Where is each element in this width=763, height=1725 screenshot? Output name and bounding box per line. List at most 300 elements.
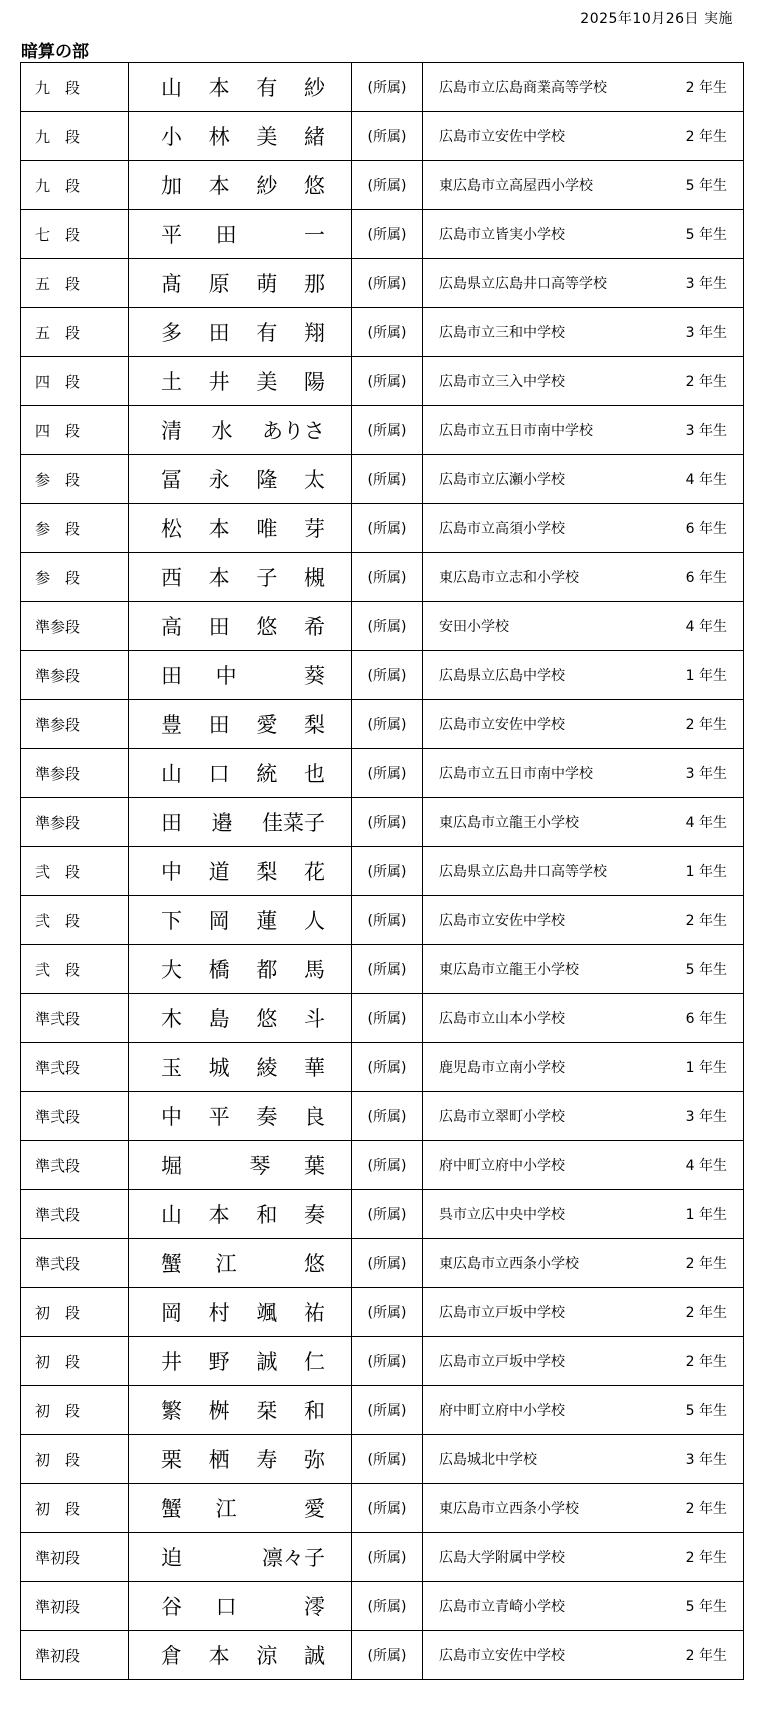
- name-char: 松: [161, 517, 182, 541]
- table-row: [21, 210, 744, 259]
- name-char: 紗: [256, 174, 278, 198]
- rank-cell: 初 段: [21, 1386, 129, 1435]
- name-char: 愛: [256, 713, 278, 737]
- name-text: [161, 758, 325, 788]
- name-text: [161, 1542, 325, 1572]
- school-cell: [423, 700, 744, 749]
- school-name: 広島市立青崎小学校: [439, 1599, 565, 1615]
- table-row: [21, 1141, 744, 1190]
- grade-label: 3 年生: [685, 766, 727, 782]
- rank-cell: 準参段: [21, 651, 129, 700]
- name-char: 髙: [161, 272, 182, 296]
- name-char: 林: [208, 125, 230, 149]
- school-name: 東広島市立龍王小学校: [439, 962, 579, 978]
- name-char: 琴: [249, 1154, 271, 1178]
- table-row: [21, 1386, 744, 1435]
- rank-cell: 参 段: [21, 553, 129, 602]
- rank-cell: 準参段: [21, 749, 129, 798]
- name-char: 人: [303, 909, 325, 933]
- name-char: 岡: [161, 1301, 182, 1325]
- name-char: 加: [161, 174, 182, 198]
- name-char: 良: [303, 1105, 325, 1129]
- school-name: 東広島市立西条小学校: [439, 1256, 579, 1272]
- school-cell: [423, 749, 744, 798]
- grade-label: 2 年生: [685, 1305, 727, 1321]
- name-text: [161, 1444, 325, 1474]
- table-row: [21, 1043, 744, 1092]
- name-char: 田: [208, 321, 230, 345]
- school-name: 安田小学校: [439, 619, 509, 635]
- name-char: 桝: [208, 1399, 230, 1423]
- rank-cell: 四 段: [21, 406, 129, 455]
- name-char: 唯: [256, 517, 278, 541]
- table-row: [21, 455, 744, 504]
- name-char: 山: [161, 762, 182, 786]
- table-row: [21, 259, 744, 308]
- school-cell: [423, 1043, 744, 1092]
- grade-label: 1 年生: [685, 1207, 727, 1223]
- school-name: 鹿児島市立南小学校: [439, 1060, 565, 1076]
- name-char: 中: [215, 664, 237, 688]
- rank-cell: 準初段: [21, 1533, 129, 1582]
- affiliation-label: (所属): [352, 847, 423, 896]
- grade-label: 2 年生: [685, 1354, 727, 1370]
- affiliation-label: (所属): [352, 259, 423, 308]
- name-char: 梨: [303, 713, 325, 737]
- affiliation-label: (所属): [352, 406, 423, 455]
- name-char: 悠: [303, 174, 325, 198]
- grade-label: 4 年生: [685, 1158, 727, 1174]
- affiliation-label: (所属): [352, 994, 423, 1043]
- name-text: [161, 170, 325, 200]
- name-char: 水: [211, 419, 233, 443]
- school-cell: [423, 504, 744, 553]
- name-char: 岡: [208, 909, 230, 933]
- grade-label: 3 年生: [685, 325, 727, 341]
- name-cell: [129, 455, 352, 504]
- name-char: 花: [303, 860, 325, 884]
- grade-label: 5 年生: [685, 1599, 727, 1615]
- school-cell: [423, 1141, 744, 1190]
- name-char: 城: [208, 1056, 230, 1080]
- rank-cell: 参 段: [21, 455, 129, 504]
- school-name: 東広島市立西条小学校: [439, 1501, 579, 1517]
- grade-label: 6 年生: [685, 1011, 727, 1027]
- table-row: [21, 161, 744, 210]
- name-cell: [129, 259, 352, 308]
- table-row: [21, 896, 744, 945]
- grade-label: 1 年生: [685, 864, 727, 880]
- rank-cell: 準参段: [21, 798, 129, 847]
- name-char: 弥: [303, 1448, 325, 1472]
- name-cell: [129, 945, 352, 994]
- name-char: 萌: [256, 272, 278, 296]
- affiliation-label: (所属): [352, 1239, 423, 1288]
- name-char: 高: [161, 615, 182, 639]
- grade-label: 2 年生: [685, 1256, 727, 1272]
- affiliation-label: (所属): [352, 1533, 423, 1582]
- name-char: 井: [161, 1350, 182, 1374]
- name-char: 蓮: [256, 909, 278, 933]
- grade-label: 4 年生: [685, 815, 727, 831]
- name-cell: [129, 798, 352, 847]
- rank-cell: 九 段: [21, 63, 129, 112]
- name-char: 田: [161, 811, 182, 835]
- rank-cell: 準初段: [21, 1582, 129, 1631]
- name-char: 栖: [208, 1448, 230, 1472]
- name-char: 涼: [256, 1644, 278, 1668]
- school-name: 広島市立五日市南中学校: [439, 766, 593, 782]
- school-name: 府中町立府中小学校: [439, 1403, 565, 1419]
- name-char: 奏: [303, 1203, 325, 1227]
- grade-label: 5 年生: [685, 227, 727, 243]
- name-char: 平: [208, 1105, 230, 1129]
- name-text: [161, 1150, 325, 1180]
- name-char: 多: [161, 321, 182, 345]
- name-char: 蟹: [161, 1252, 182, 1276]
- name-cell: [129, 1435, 352, 1484]
- name-char: 山: [161, 1203, 182, 1227]
- name-cell: [129, 1484, 352, 1533]
- grade-label: 5 年生: [685, 178, 727, 194]
- table-row: [21, 602, 744, 651]
- grade-label: 4 年生: [685, 619, 727, 635]
- name-char: 和: [303, 1399, 325, 1423]
- rank-cell: 準弐段: [21, 1239, 129, 1288]
- table-row: [21, 945, 744, 994]
- school-name: 広島市立五日市南中学校: [439, 423, 593, 439]
- grade-label: 3 年生: [685, 1452, 727, 1468]
- name-char: 子: [256, 566, 278, 590]
- affiliation-label: (所属): [352, 504, 423, 553]
- affiliation-label: (所属): [352, 1288, 423, 1337]
- name-char: 冨: [161, 468, 182, 492]
- results-table: [20, 62, 744, 1680]
- name-char: 愛: [303, 1497, 325, 1521]
- affiliation-label: (所属): [352, 700, 423, 749]
- rank-cell: 弐 段: [21, 847, 129, 896]
- name-cell: [129, 1239, 352, 1288]
- rank-cell: 弐 段: [21, 896, 129, 945]
- name-char: 仁: [303, 1350, 325, 1374]
- affiliation-label: (所属): [352, 1631, 423, 1680]
- school-cell: [423, 259, 744, 308]
- affiliation-label: (所属): [352, 210, 423, 259]
- affiliation-label: (所属): [352, 161, 423, 210]
- name-char: 梨: [256, 860, 278, 884]
- school-name: 広島市立高須小学校: [439, 521, 565, 537]
- name-char: 斗: [303, 1007, 325, 1031]
- name-char: 華: [303, 1056, 325, 1080]
- name-char: 紗: [303, 76, 325, 100]
- name-cell: [129, 1337, 352, 1386]
- grade-label: 6 年生: [685, 570, 727, 586]
- school-name: 広島市立広瀬小学校: [439, 472, 565, 488]
- name-char: 本: [208, 566, 230, 590]
- grade-label: 5 年生: [685, 1403, 727, 1419]
- table-row: [21, 1582, 744, 1631]
- name-char: 本: [208, 174, 230, 198]
- name-char: 田: [215, 223, 237, 247]
- school-cell: [423, 1337, 744, 1386]
- table-row: [21, 1337, 744, 1386]
- grade-label: 6 年生: [685, 521, 727, 537]
- name-char: 下: [161, 909, 182, 933]
- name-text: [161, 954, 325, 984]
- name-text: [161, 1199, 325, 1229]
- name-char: 誠: [303, 1644, 325, 1668]
- name-text: [161, 1591, 325, 1621]
- school-cell: [423, 406, 744, 455]
- affiliation-label: (所属): [352, 1141, 423, 1190]
- name-cell: [129, 308, 352, 357]
- school-cell: [423, 1288, 744, 1337]
- name-char: 本: [208, 1644, 230, 1668]
- name-cell: [129, 504, 352, 553]
- name-char: 一: [303, 223, 325, 247]
- school-cell: [423, 210, 744, 259]
- name-char: 奏: [256, 1105, 278, 1129]
- school-cell: [423, 161, 744, 210]
- name-cell: [129, 161, 352, 210]
- grade-label: 1 年生: [685, 1060, 727, 1076]
- affiliation-label: (所属): [352, 1435, 423, 1484]
- table-row: [21, 504, 744, 553]
- affiliation-label: (所属): [352, 749, 423, 798]
- grade-label: 2 年生: [685, 1501, 727, 1517]
- rank-cell: 準参段: [21, 700, 129, 749]
- name-text: [161, 1640, 325, 1670]
- name-cell: [129, 1386, 352, 1435]
- name-char: 豊: [161, 713, 182, 737]
- name-char: 本: [208, 517, 230, 541]
- rank-cell: 五 段: [21, 259, 129, 308]
- name-char: 大: [161, 958, 182, 982]
- table-row: [21, 1239, 744, 1288]
- name-char: 陽: [303, 370, 325, 394]
- name-char: 寿: [256, 1448, 278, 1472]
- school-cell: [423, 1435, 744, 1484]
- name-char: 繁: [161, 1399, 182, 1423]
- rank-cell: 九 段: [21, 161, 129, 210]
- school-cell: [423, 357, 744, 406]
- grade-label: 2 年生: [685, 1550, 727, 1566]
- name-text: [161, 1395, 325, 1425]
- name-text: [161, 1297, 325, 1327]
- name-char: 玉: [161, 1056, 182, 1080]
- affiliation-label: (所属): [352, 798, 423, 847]
- name-char: 原: [208, 272, 230, 296]
- school-cell: [423, 63, 744, 112]
- school-cell: [423, 945, 744, 994]
- rank-cell: 準弐段: [21, 1043, 129, 1092]
- grade-label: 2 年生: [685, 129, 727, 145]
- name-cell: [129, 1190, 352, 1239]
- table-row: [21, 308, 744, 357]
- school-cell: [423, 994, 744, 1043]
- affiliation-label: (所属): [352, 1190, 423, 1239]
- name-char: 土: [161, 370, 182, 394]
- table-row: [21, 749, 744, 798]
- name-char: 中: [161, 860, 182, 884]
- school-name: 東広島市立志和小学校: [439, 570, 579, 586]
- school-cell: [423, 1092, 744, 1141]
- name-char: 葵: [303, 664, 325, 688]
- name-cell: [129, 553, 352, 602]
- rank-cell: 初 段: [21, 1435, 129, 1484]
- name-text: [161, 317, 325, 347]
- school-name: 広島市立安佐中学校: [439, 913, 565, 929]
- affiliation-label: (所属): [352, 308, 423, 357]
- school-name: 広島市立皆実小学校: [439, 227, 565, 243]
- school-name: 広島県立広島井口高等学校: [439, 276, 607, 292]
- table-row: [21, 1190, 744, 1239]
- name-char: 誠: [256, 1350, 278, 1374]
- name-char: 倉: [161, 1644, 182, 1668]
- name-char: 井: [208, 370, 230, 394]
- rank-cell: 参 段: [21, 504, 129, 553]
- name-cell: [129, 63, 352, 112]
- name-char: 緒: [303, 125, 325, 149]
- name-text: [161, 660, 325, 690]
- school-name: 広島城北中学校: [439, 1452, 537, 1468]
- name-cell: [129, 406, 352, 455]
- affiliation-label: (所属): [352, 455, 423, 504]
- grade-label: 5 年生: [685, 962, 727, 978]
- name-char: 小: [161, 125, 182, 149]
- affiliation-label: (所属): [352, 63, 423, 112]
- school-name: 広島市立戸坂中学校: [439, 1305, 565, 1321]
- name-char: 隆: [256, 468, 278, 492]
- school-cell: [423, 1533, 744, 1582]
- school-name: 広島市立安佐中学校: [439, 129, 565, 145]
- section-title: 暗算の部: [21, 42, 89, 62]
- name-char: 江: [215, 1497, 237, 1521]
- name-char: 田: [208, 713, 230, 737]
- name-char: 口: [208, 762, 230, 786]
- name-char: 凛々子: [262, 1546, 325, 1570]
- name-text: [161, 856, 325, 886]
- name-char: 口: [215, 1595, 237, 1619]
- school-name: 広島市立三入中学校: [439, 374, 565, 390]
- name-text: [161, 709, 325, 739]
- name-char: 谷: [161, 1595, 182, 1619]
- affiliation-label: (所属): [352, 1484, 423, 1533]
- school-cell: [423, 651, 744, 700]
- name-char: ありさ: [262, 419, 325, 443]
- school-name: 広島県立広島中学校: [439, 668, 565, 684]
- name-char: 那: [303, 272, 325, 296]
- rank-cell: 九 段: [21, 112, 129, 161]
- school-name: 呉市立広中央中学校: [439, 1207, 565, 1223]
- school-cell: [423, 1631, 744, 1680]
- name-char: 道: [208, 860, 230, 884]
- name-char: 悠: [303, 1252, 325, 1276]
- name-text: [161, 464, 325, 494]
- name-cell: [129, 1631, 352, 1680]
- rank-cell: 準弐段: [21, 1092, 129, 1141]
- school-name: 広島市立山本小学校: [439, 1011, 565, 1027]
- name-text: [161, 807, 325, 837]
- school-cell: [423, 455, 744, 504]
- table-row: [21, 1092, 744, 1141]
- name-text: [161, 1101, 325, 1131]
- table-row: [21, 1533, 744, 1582]
- affiliation-label: (所属): [352, 651, 423, 700]
- affiliation-label: (所属): [352, 357, 423, 406]
- name-cell: [129, 847, 352, 896]
- name-cell: [129, 1092, 352, 1141]
- name-char: 希: [303, 615, 325, 639]
- rank-cell: 初 段: [21, 1288, 129, 1337]
- name-text: [161, 611, 325, 641]
- name-text: [161, 1052, 325, 1082]
- rank-cell: 初 段: [21, 1484, 129, 1533]
- name-char: 統: [256, 762, 278, 786]
- school-name: 府中町立府中小学校: [439, 1158, 565, 1174]
- affiliation-label: (所属): [352, 553, 423, 602]
- table-row: [21, 700, 744, 749]
- name-cell: [129, 357, 352, 406]
- grade-label: 2 年生: [685, 717, 727, 733]
- name-text: [161, 562, 325, 592]
- affiliation-label: (所属): [352, 112, 423, 161]
- name-cell: [129, 1582, 352, 1631]
- name-char: 山: [161, 76, 182, 100]
- name-cell: [129, 1533, 352, 1582]
- rank-cell: 準参段: [21, 602, 129, 651]
- rank-cell: 七 段: [21, 210, 129, 259]
- table-row: [21, 406, 744, 455]
- school-name: 東広島市立龍王小学校: [439, 815, 579, 831]
- name-text: [161, 1346, 325, 1376]
- grade-label: 1 年生: [685, 668, 727, 684]
- name-char: 島: [208, 1007, 230, 1031]
- name-char: 田: [161, 664, 182, 688]
- name-char: 邉: [211, 811, 233, 835]
- name-char: 有: [256, 76, 278, 100]
- school-cell: [423, 1190, 744, 1239]
- name-text: [161, 905, 325, 935]
- name-char: 也: [303, 762, 325, 786]
- name-text: [161, 366, 325, 396]
- table-row: [21, 1484, 744, 1533]
- school-cell: [423, 308, 744, 357]
- name-cell: [129, 896, 352, 945]
- school-cell: [423, 798, 744, 847]
- affiliation-label: (所属): [352, 896, 423, 945]
- name-char: 葉: [303, 1154, 325, 1178]
- name-text: [161, 415, 325, 445]
- name-char: 馬: [303, 958, 325, 982]
- name-char: 木: [161, 1007, 182, 1031]
- name-cell: [129, 994, 352, 1043]
- name-char: 祐: [303, 1301, 325, 1325]
- table-row: [21, 1435, 744, 1484]
- name-text: [161, 1248, 325, 1278]
- school-cell: [423, 602, 744, 651]
- name-char: 澪: [303, 1595, 325, 1619]
- rank-cell: 初 段: [21, 1337, 129, 1386]
- rank-cell: 準弐段: [21, 1190, 129, 1239]
- school-name: 広島市立安佐中学校: [439, 1648, 565, 1664]
- school-cell: [423, 1386, 744, 1435]
- affiliation-label: (所属): [352, 1337, 423, 1386]
- rank-cell: 準弐段: [21, 994, 129, 1043]
- school-cell: [423, 112, 744, 161]
- name-char: 清: [161, 419, 182, 443]
- name-char: 本: [208, 76, 230, 100]
